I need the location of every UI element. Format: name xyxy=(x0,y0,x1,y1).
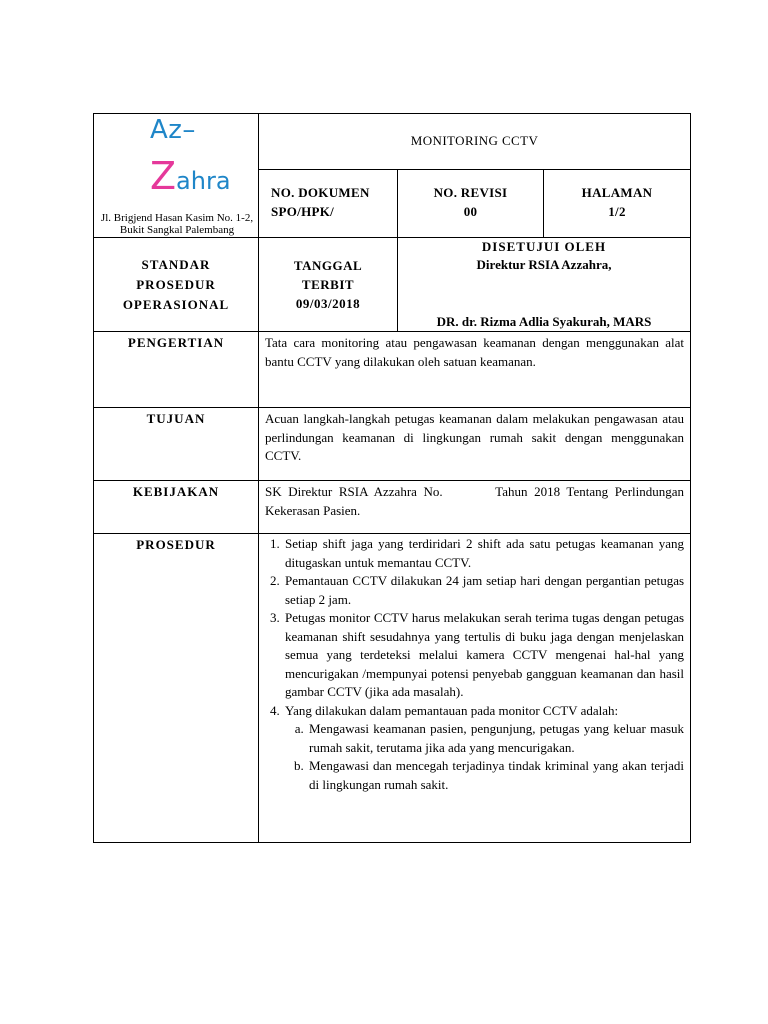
hospital-address: Jl. Brigjend Hasan Kasim No. 1-2, Bukit Sangkal Palembang xyxy=(100,212,254,236)
issue-date: 09/03/2018 xyxy=(295,296,361,311)
procedure-step-with-substeps xyxy=(283,702,684,795)
procedure-steps xyxy=(261,535,684,794)
procedure-substeps xyxy=(285,720,684,794)
page-value: 1/2 xyxy=(608,203,626,219)
doc-number-value: SPO/HPK/ xyxy=(271,203,335,219)
kebijakan-text: SK Direktur RSIA Azzahra No. Tahun 2018 Tentang Perlindungan Kekerasan Pasien. xyxy=(259,481,691,534)
sop-document-table xyxy=(93,113,691,843)
issue-date-cell xyxy=(259,238,398,332)
revision-label: NO. REVISI xyxy=(433,185,508,200)
issue-label-line1: TANGGAL xyxy=(293,258,363,273)
procedure-substep: a. Mengawasi keamanan pasien, pengunjung, petugas yang keluar masuk rumah sakit, terutama jika ada yang mencurigakan. xyxy=(307,720,684,757)
hospital-logo xyxy=(150,115,231,198)
logo-rest: ahra xyxy=(176,167,231,195)
doc-number-cell xyxy=(259,170,398,238)
doc-number-label: NO. DOKUMEN xyxy=(271,185,370,200)
procedure-step: 1. Setiap shift jaga yang terdiridari 2 shift ada satu petugas keamanan yang ditugaskan untuk memantau CCTV. xyxy=(283,535,684,572)
page-label: HALAMAN xyxy=(581,185,653,200)
procedure-step: 2. Pemantauan CCTV dilakukan 24 jam setiap hari dengan pergantian petugas setiap 2 jam. xyxy=(283,572,684,609)
approval-cell xyxy=(398,238,691,332)
tujuan-label: TUJUAN xyxy=(94,408,259,481)
procedure-step: 3. Petugas monitor CCTV harus melakukan serah terima tugas dengan petugas keamanan shift sesudahnya yang tertulis di buku jaga dengan menjelaskan semua yang terdeteksi melalui kamera CCTV mengenai hal-hal yang mencurigakan /mempunyai potensi penyebab gangguan keamanan dan hasil gambar CCTV (jika ada masalah). xyxy=(283,609,684,702)
approval-heading: DISETUJUI OLEH xyxy=(481,239,607,254)
prosedur-content xyxy=(259,534,691,843)
revision-cell xyxy=(398,170,544,238)
document-title: MONITORING CCTV xyxy=(259,114,691,170)
procedure-substep: b. Mengawasi dan mencegah terjadinya tindak kriminal yang akan terjadi di lingkungan rumah sakit. xyxy=(307,757,684,794)
pengertian-text: Tata cara monitoring atau pengawasan keamanan dengan menggunakan alat bantu CCTV yang dilakukan oleh satuan keamanan. xyxy=(259,332,691,408)
procedure-step-text: Yang dilakukan dalam pemantauan pada monitor CCTV adalah: xyxy=(285,702,619,718)
sop-label-cell xyxy=(94,238,259,332)
sop-label-line2: PROSEDUR xyxy=(136,276,216,292)
approval-position: Direktur RSIA Azzahra, xyxy=(476,257,612,272)
tujuan-text: Acuan langkah-langkah petugas keamanan dalam melakukan pengawasan atau perlindungan keamanan di lingkungan rumah sakit dengan menggunakan CCTV. xyxy=(259,408,691,481)
sop-label-line3: OPERASIONAL xyxy=(122,296,230,312)
issue-label-line2: TERBIT xyxy=(301,277,355,292)
pengertian-label: PENGERTIAN xyxy=(94,332,259,408)
prosedur-label: PROSEDUR xyxy=(94,534,259,843)
page-cell xyxy=(544,170,691,238)
logo-z: Z xyxy=(150,154,177,198)
logo-line1: Az– xyxy=(150,115,196,145)
sop-label-line1: STANDAR xyxy=(141,256,211,272)
approval-name: DR. dr. Rizma Adlia Syakurah, MARS xyxy=(436,314,652,329)
kebijakan-label: KEBIJAKAN xyxy=(94,481,259,534)
logo-cell xyxy=(94,114,259,238)
revision-value: 00 xyxy=(463,203,478,219)
